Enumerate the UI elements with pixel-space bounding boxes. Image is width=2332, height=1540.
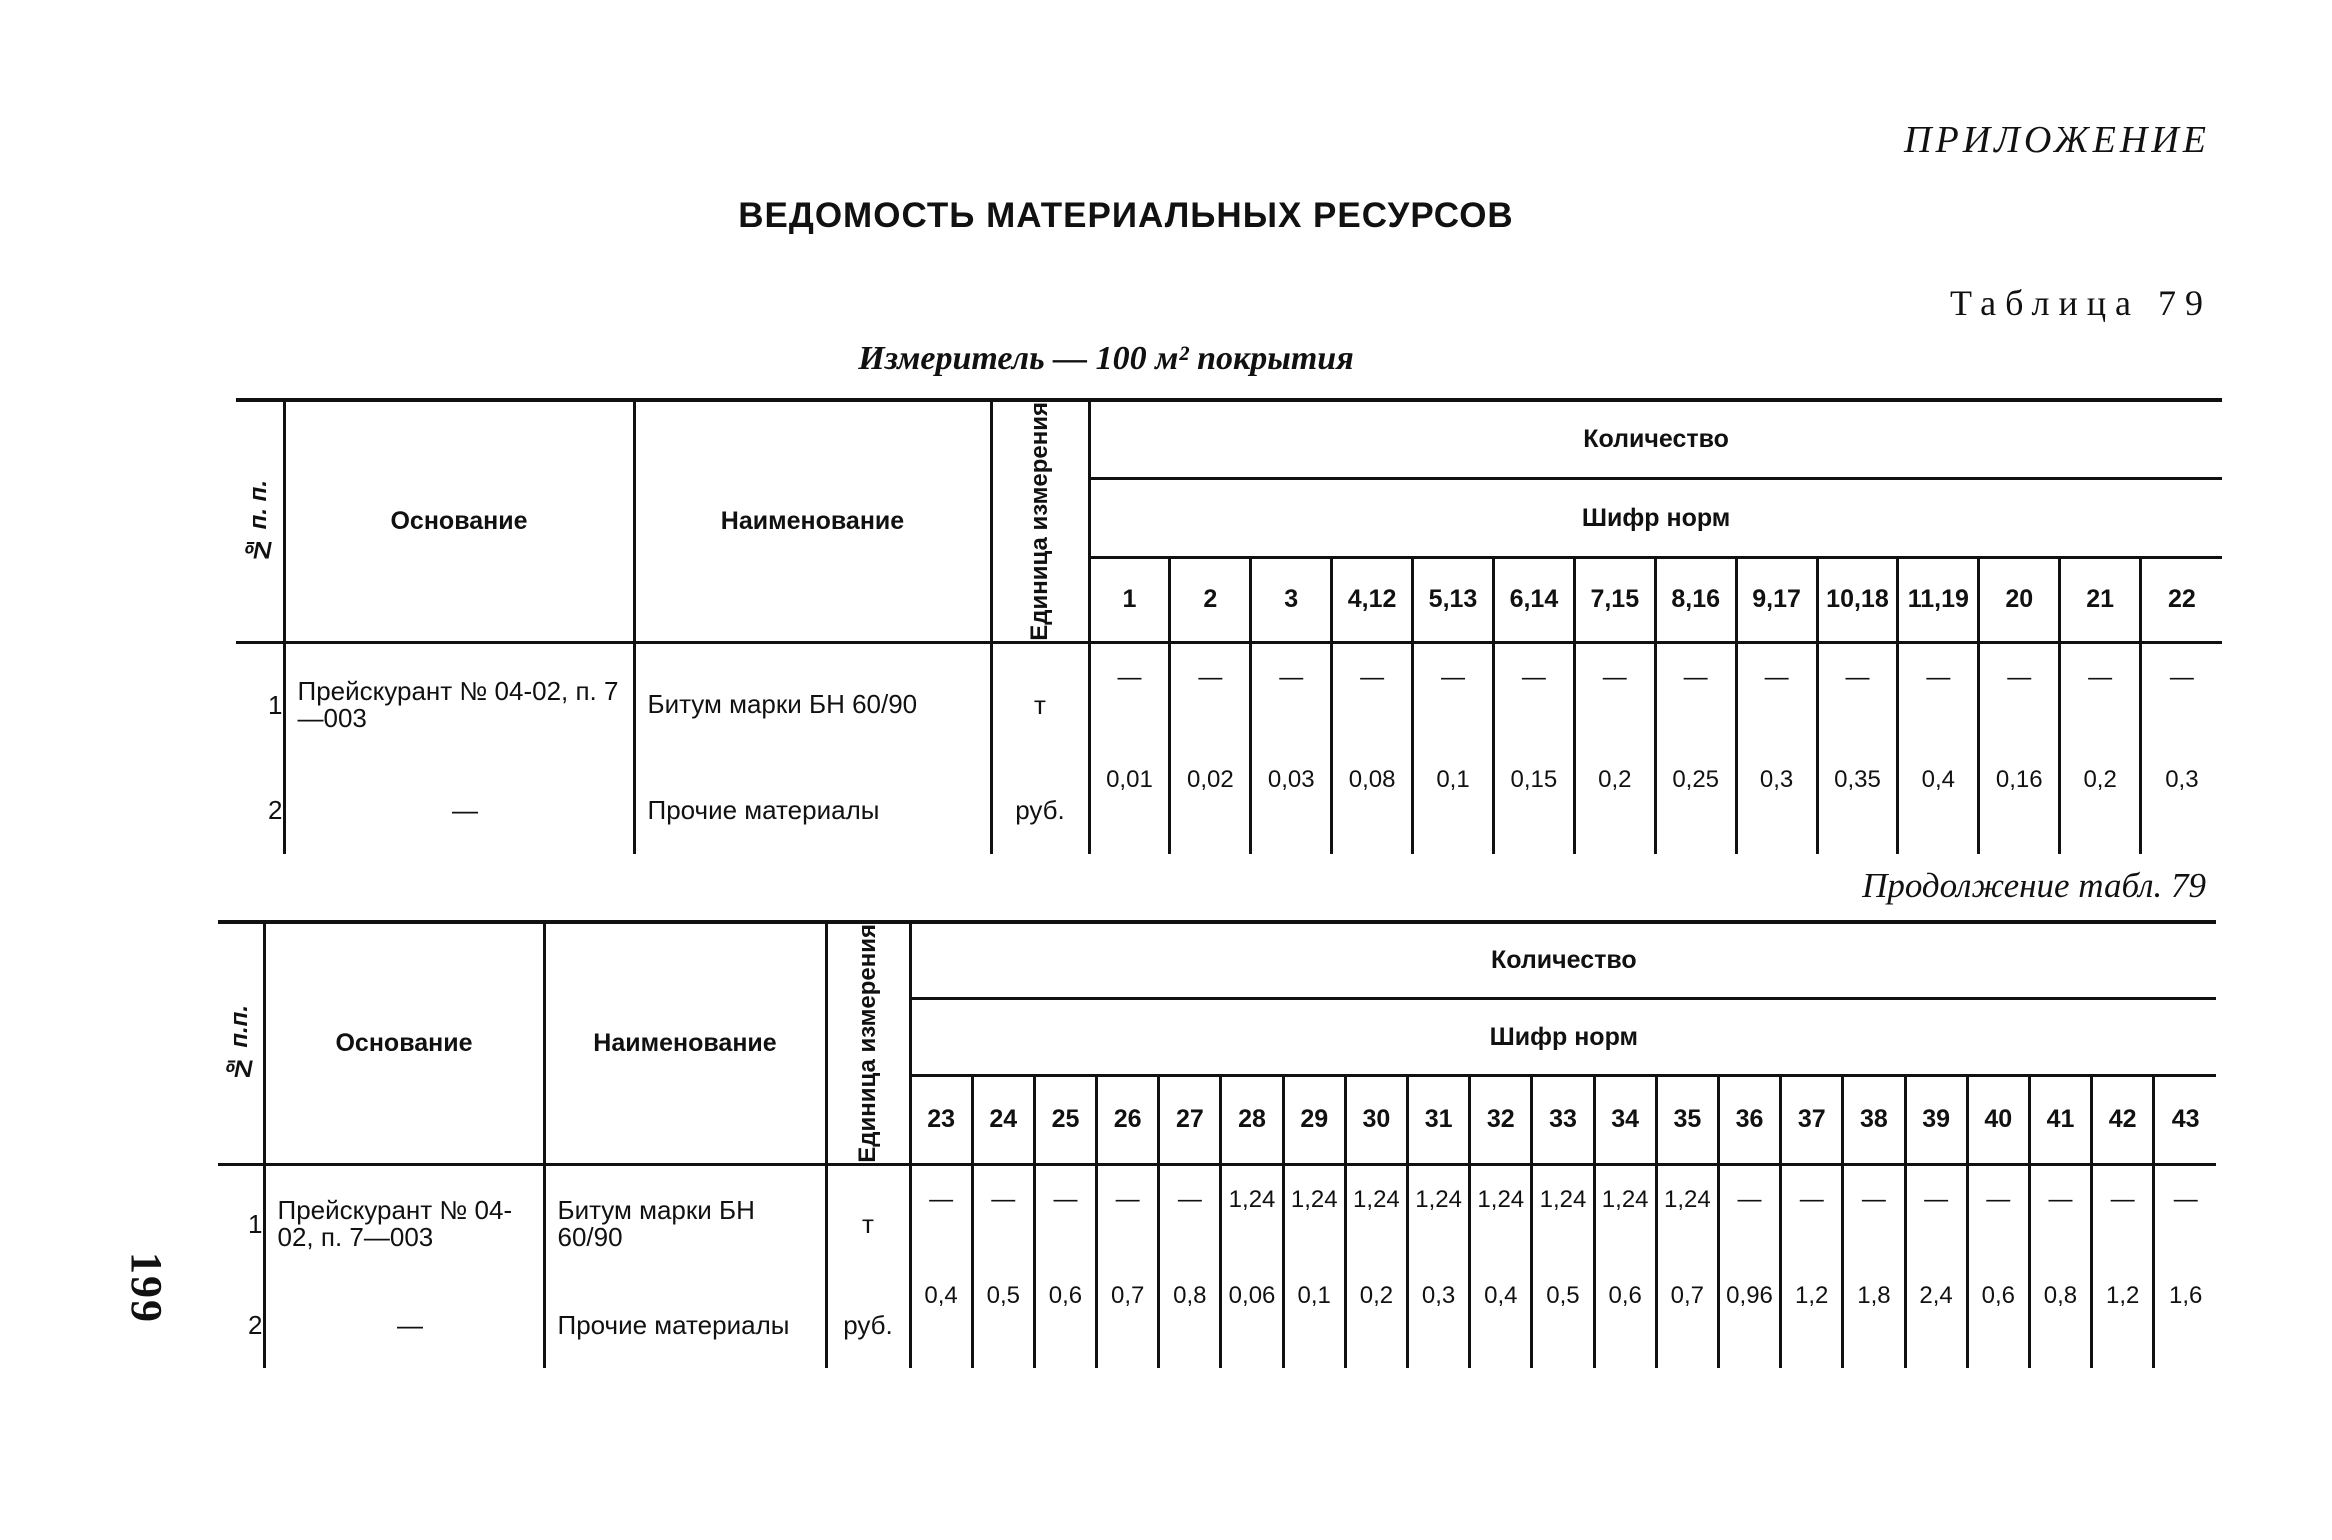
- basis-cell: Прейскурант № 04-02, п. 7—003: [284, 642, 634, 746]
- norm-code-header: 20: [1979, 558, 2060, 643]
- norm-code-header: 35: [1656, 1076, 1718, 1165]
- quantity-cell: 0,96: [1718, 1262, 1780, 1368]
- quantity-cell: —: [1034, 1164, 1096, 1262]
- quantity-cell: —: [1718, 1164, 1780, 1262]
- quantity-cell: 0,3: [2165, 766, 2199, 794]
- quantity-cell: —: [1979, 642, 2060, 746]
- row-number: 2: [218, 1262, 264, 1368]
- measure-unit-label: Измеритель — 100 м² покрытия: [858, 340, 1354, 377]
- column-header-no: № п. п.: [236, 400, 284, 642]
- norm-code-header: 22: [2141, 558, 2222, 643]
- quantity-cell: 0,2: [1574, 746, 1655, 854]
- column-header-norm-code: Шифр норм: [1089, 479, 2222, 558]
- quantity-cell: 0,25: [1655, 746, 1736, 854]
- norm-code-header: 25: [1034, 1076, 1096, 1165]
- norm-code-header: 30: [1345, 1076, 1407, 1165]
- quantity-cell: 1,8: [1843, 1262, 1905, 1368]
- quantity-cell: 0,08: [1332, 746, 1413, 854]
- norm-code-header: 26: [1097, 1076, 1159, 1165]
- quantity-cell: 0,5: [1532, 1262, 1594, 1368]
- norm-code-header: 7,15: [1574, 558, 1655, 643]
- quantity-cell: 0,6: [1594, 1262, 1656, 1368]
- unit-cell: т: [826, 1164, 910, 1262]
- table-number-label: Таблица 79: [1950, 283, 2212, 323]
- norm-code-header: 4,12: [1332, 558, 1413, 643]
- quantity-cell: —: [1967, 1164, 2029, 1262]
- norm-code-header: 28: [1221, 1076, 1283, 1165]
- quantity-cell: 0,03: [1251, 746, 1332, 854]
- quantity-cell: —: [2060, 642, 2141, 746]
- resources-table-2: [218, 920, 2216, 1368]
- document-title: ВЕДОМОСТЬ МАТЕРИАЛЬНЫХ РЕСУРСОВ: [738, 196, 1514, 235]
- quantity-cell: —: [1843, 1164, 1905, 1262]
- column-header-unit: Единица измерения: [991, 400, 1089, 642]
- quantity-cell: 0,8: [2029, 1262, 2091, 1368]
- name-cell: Битум марки БН 60/90: [544, 1164, 826, 1262]
- quantity-cell: —: [1159, 1164, 1221, 1262]
- norm-code-header: 2: [1170, 558, 1251, 643]
- quantity-cell: 0,4: [1470, 1262, 1532, 1368]
- column-header-basis: Основание: [284, 400, 634, 642]
- norm-code-header: 31: [1408, 1076, 1470, 1165]
- norm-code-header: 32: [1470, 1076, 1532, 1165]
- quantity-cell: 1,24: [1532, 1164, 1594, 1262]
- column-header-no: № п.п.: [218, 922, 264, 1164]
- quantity-cell: —: [1251, 642, 1332, 746]
- quantity-cell: —: [1089, 642, 1170, 746]
- quantity-cell: 0,3: [1736, 746, 1817, 854]
- quantity-cell: —: [1097, 1164, 1159, 1262]
- quantity-cell: —: [1736, 642, 1817, 746]
- quantity-cell: 0,5: [972, 1262, 1034, 1368]
- norm-code-header: 24: [972, 1076, 1034, 1165]
- table-row: [236, 746, 2222, 854]
- norm-code-header: 38: [1843, 1076, 1905, 1165]
- column-header-quantity: Количество: [1089, 400, 2222, 479]
- continuation-label: Продолжение табл. 79: [1862, 866, 2206, 905]
- column-header-basis: Основание: [264, 922, 544, 1164]
- quantity-cell: 0,4: [910, 1262, 972, 1368]
- basis-cell: Прейскурант № 04-02, п. 7—003: [264, 1164, 544, 1262]
- quantity-cell: 1,24: [1594, 1164, 1656, 1262]
- quantity-cell: 0,06: [1221, 1262, 1283, 1368]
- quantity-cell: 0,01: [1089, 746, 1170, 854]
- name-cell: Битум марки БН 60/90: [634, 642, 991, 746]
- quantity-cell: —: [1905, 1164, 1967, 1262]
- name-cell: Прочие материалы: [544, 1262, 826, 1368]
- quantity-cell: 0,1: [1413, 746, 1494, 854]
- norm-code-header: 27: [1159, 1076, 1221, 1165]
- norm-code-header: 40: [1967, 1076, 2029, 1165]
- quantity-cell: 0,7: [1656, 1262, 1718, 1368]
- basis-cell: —: [284, 746, 634, 854]
- quantity-cell: 1,24: [1283, 1164, 1345, 1262]
- quantity-cell: 0,35: [1817, 746, 1898, 854]
- quantity-cell: 0,02: [1170, 746, 1251, 854]
- quantity-cell: —: [2092, 1164, 2154, 1262]
- row-number: 1: [218, 1164, 264, 1262]
- norm-code-header: 36: [1718, 1076, 1780, 1165]
- quantity-cell: 1,24: [1345, 1164, 1407, 1262]
- unit-cell: т: [991, 642, 1089, 746]
- quantity-cell: 1,2: [2092, 1262, 2154, 1368]
- column-header-norm-code: Шифр норм: [910, 999, 2216, 1076]
- quantity-cell: 0,3: [1408, 1262, 1470, 1368]
- quantity-cell: —: [1413, 642, 1494, 746]
- quantity-cell: —: [1817, 642, 1898, 746]
- norm-code-header: 42: [2092, 1076, 2154, 1165]
- column-header-name: Наименование: [634, 400, 991, 642]
- quantity-cell: 0,7: [1097, 1262, 1159, 1368]
- norm-code-header: 23: [910, 1076, 972, 1165]
- appendix-label: ПРИЛОЖЕНИЕ: [1904, 119, 2210, 161]
- norm-code-header: 34: [1594, 1076, 1656, 1165]
- table-row: [218, 1164, 2216, 1262]
- quantity-cell: 1,24: [1221, 1164, 1283, 1262]
- quantity-cell: 2,4: [1905, 1262, 1967, 1368]
- quantity-cell: 1,24: [1656, 1164, 1718, 1262]
- basis-cell: —: [264, 1262, 544, 1368]
- norm-code-header: 6,14: [1493, 558, 1574, 643]
- quantity-cell: 0,2: [2060, 746, 2141, 854]
- quantity-cell: 1,2: [1781, 1262, 1843, 1368]
- quantity-cell: 0,6: [1034, 1262, 1096, 1368]
- norm-code-header: 39: [1905, 1076, 1967, 1165]
- norm-code-header: 37: [1781, 1076, 1843, 1165]
- column-header-quantity: Количество: [910, 922, 2216, 999]
- quantity-cell: —: [1170, 642, 1251, 746]
- norm-code-header: 43: [2154, 1076, 2216, 1165]
- column-header-unit: Единица измерения: [826, 922, 910, 1164]
- unit-cell: руб.: [991, 746, 1089, 854]
- quantity-cell: —: [1332, 642, 1413, 746]
- name-cell: Прочие материалы: [634, 746, 991, 854]
- norm-code-header: 5,13: [1413, 558, 1494, 643]
- quantity-cell: 1,6: [2169, 1282, 2203, 1310]
- quantity-cell: 0,6: [1967, 1262, 2029, 1368]
- unit-cell: руб.: [826, 1262, 910, 1368]
- norm-code-header: 41: [2029, 1076, 2091, 1165]
- norm-code-header: 1: [1089, 558, 1170, 643]
- quantity-cell: —: [1898, 642, 1979, 746]
- quantity-cell: —: [2029, 1164, 2091, 1262]
- resources-table-1: [236, 398, 2222, 854]
- quantity-cell: 1,24: [1408, 1164, 1470, 1262]
- quantity-cell: —: [910, 1164, 972, 1262]
- page-number: 199: [122, 1252, 171, 1324]
- norm-code-header: 8,16: [1655, 558, 1736, 643]
- quantity-cell: 0,16: [1979, 746, 2060, 854]
- quantity-cell: —: [1493, 642, 1574, 746]
- quantity-cell: 0,1: [1283, 1262, 1345, 1368]
- table-row: [236, 642, 2222, 746]
- quantity-cell: 1,24: [1470, 1164, 1532, 1262]
- norm-code-header: 29: [1283, 1076, 1345, 1165]
- quantity-cell: —: [2141, 642, 2222, 746]
- quantity-cell: —: [972, 1164, 1034, 1262]
- norm-code-header: 21: [2060, 558, 2141, 643]
- quantity-cell: 0,8: [1159, 1262, 1221, 1368]
- quantity-cell: —: [1781, 1164, 1843, 1262]
- column-header-name: Наименование: [544, 922, 826, 1164]
- row-number: 1: [236, 642, 284, 746]
- quantity-cell: 0,15: [1493, 746, 1574, 854]
- quantity-cell: —: [1574, 642, 1655, 746]
- quantity-cell: 0,4: [1898, 746, 1979, 854]
- norm-code-header: 10,18: [1817, 558, 1898, 643]
- table-row: [218, 1262, 2216, 1368]
- norm-code-header: 11,19: [1898, 558, 1979, 643]
- norm-code-header: 33: [1532, 1076, 1594, 1165]
- quantity-cell: 0,2: [1345, 1262, 1407, 1368]
- quantity-cell: —: [2154, 1164, 2216, 1262]
- quantity-cell: —: [1655, 642, 1736, 746]
- norm-code-header: 9,17: [1736, 558, 1817, 643]
- norm-code-header: 3: [1251, 558, 1332, 643]
- row-number: 2: [236, 746, 284, 854]
